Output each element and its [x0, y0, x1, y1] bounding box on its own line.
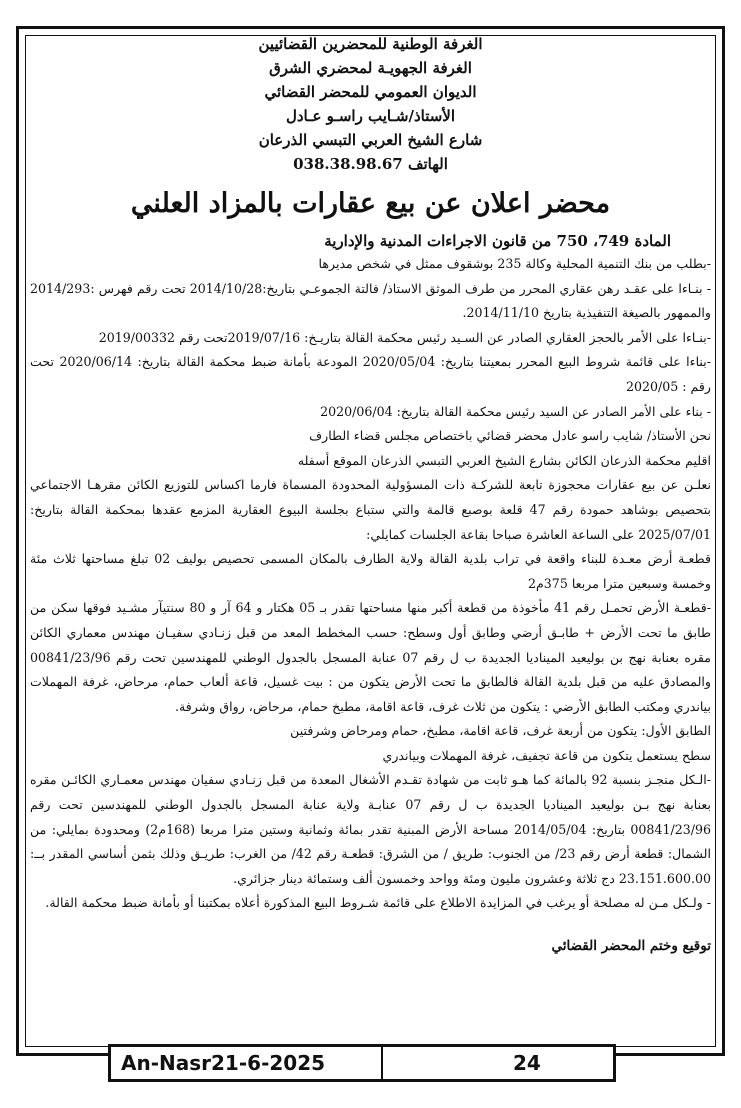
header-line-regional-chamber: الغرفة الجهويـة لمحضري الشرق: [269, 59, 472, 77]
phone-number: 038.38.98.67: [293, 155, 403, 173]
announcement-body: [30, 252, 711, 916]
page-number: 24: [513, 1051, 541, 1075]
signature-line: توقيع وختم المحضر القضائي: [551, 938, 711, 955]
paragraph-roof: سطح يستعمل يتكون من قاعة تجفيف، غرفة المهملات وبياندري: [382, 747, 711, 763]
header-line-address: شارع الشيخ العربي التبسي الذرعان: [258, 131, 483, 149]
phone-label: الهاتف: [407, 155, 448, 173]
legal-article-reference: المادة 749، 750 من قانون الاجراءات المدنية والإدارية: [324, 232, 671, 250]
announcement-title: محضر اعلان عن بيع عقارات بالمزاد العلني: [130, 188, 611, 219]
paragraph-plot-description: -قطعـة الأرض تحمـل رقم 41 مأخوذة من قطعة أكبر منها مساحتها تقدر بـ 05 هكتار و 64 آر و 80 سنتيآر مشـيد فوقها سكن من طابق ما تحت الأرض + طابـق أرضي وطابق أول وسطح: حسب المخطط المعد من قبل زنـادي سفيـان مهندس معماري الكائن مقره بعنابة نهج بن بوليعيد الميناديا الجديدة ب ل رقم 07 عنابة المسجل بالجدول الوطني للمهندسين تحت رقم 00841/23/96 والمصادق عليه من قبل بلدية القالة فالطابق ما تحت الأرض يتكون من : بيت غسيل، قاعة ألعاب حمام، مرحاض، غرفة المهملات بياندري ومكتب الطابق الأرضي : يتكون من ثلاث غرف، قاعة اقامة، مطبخ حمام، مرحاض، رواق وشرفة.: [30, 600, 711, 714]
office-header: [30, 32, 711, 176]
paragraph-requester: -بطلب من بنك التنمية المحلية وكالة 235 بوشقوف ممثل في شخص مديرها: [318, 256, 711, 271]
paragraph-land-plot: قطعـة أرض معـدة للبناء واقعة في تراب بلدية القالة ولاية الطارف بالمكان المسمى تحصيص بوليف 02 تبلغ مساحتها ثلاث مئة وخمسة وسبعين مترا مربعا 375م2: [30, 551, 711, 591]
header-phone: [30, 152, 711, 176]
paragraph-seizure-order: -بنـاءا على الأمر بالحجز العقاري الصادر عن السـيد رئيس محكمة القالة بتاريـخ: 2019/07/16تحت رقم 2019/00332: [98, 329, 711, 345]
publication-date: An-Nasr21-6-2025: [121, 1051, 326, 1075]
paragraph-mortgage-deed: - بنـاءا على عقـد رهن عقاري المحرر من طرف الموثق الاستاذ/ فالتة الجموعـي بتاريخ:2014/10/28 تحت رقم فهرس :2014/293 والممهور بالصيغة التنفيذية بتاريخ 2014/11/10.: [30, 280, 711, 321]
paragraph-sale-notice: نعلـن عن بيع عقارات محجوزة تابعة للشركـة ذات المسؤولية المحدودة المسماة فارما اكساس للتوزيع الكائن مقرهـا الاجتماعي بتحصيص بوشاهد حمودة رقم 47 قلعة بوصبع قالمة والتي ستباع بجلسة البيوع العقارية المزمع عقدها بمحكمة القالة بتاريخ: 2025/07/01 على الساعة العاشرة صباحا بقاعة الجلسات كمايلي:: [30, 477, 711, 542]
paragraph-completion-and-price: -الـكل منجـز بنسبة 92 بالمائة كما هـو ثابت من شهادة تقـدم الأشغال المعدة من قبل زنـادي سفيان مهندس معمـاري الكائـن مقره بعنابة نهج بـن بوليعيد الميناديا الجديدة ب ل رقم 07 عنابـة ولاية عنابة المسجل بالجدول الوطني للمهندسين تحت رقم 00841/23/96 بتاريخ: 2014/05/04 مساحة الأرض المبنية تقدر بمائة وثمانية وستين مترا مربعا (168م2) ومحدودة بمايلي: من الشمال: قطعة أرض رقم 23/ من الجنوب: طريق / من الشرق: قطعـة رقم 42/ من الغرب: طريـق وذلك بثمن أساسي المقدر بــ: 23.151.600.00 دج ثلاثة وعشرون مليون ومئة وواحد وخمسون ألف وستمائة دينار جزائري.: [30, 772, 712, 886]
footer-divider: [381, 1047, 383, 1079]
paragraph-first-floor: الطابق الأول: يتكون من أربعة غرف، قاعة اقامة، مطبخ، حمام ومرحاض وشرفتين: [290, 723, 711, 739]
paragraph-inspection-notice: - ولـكل مـن له مصلحة أو يرغب في المزايدة الاطلاع على قائمة شـروط البيع المذكورة أعلاه بمكتبنا أو بأمانة ضبط محكمة القالة.: [45, 895, 711, 911]
header-line-public-office: الديوان العمومي للمحضر القضائي: [264, 83, 477, 101]
header-line-national-chamber: الغرفة الوطنية للمحضرين القضائيين: [258, 35, 483, 53]
paragraph-court-order: - بناء على الأمر الصادر عن السيد رئيس محكمة القالة بتاريخ: 2020/06/04: [320, 403, 711, 419]
paragraph-sale-conditions: -بناءا على قائمة شروط البيع المحرر بمعيتنا بتاريخ: 2020/05/04 المودعة بأمانة ضبط محكمة القالة بتاريخ: 2020/06/14 تحت رقم : 2020/05: [30, 354, 711, 394]
page-footer: [108, 1044, 616, 1082]
announcement-content: [30, 32, 711, 954]
paragraph-bailiff-identity: نحن الأستاذ/ شايب راسو عادل محضر قضائي باختصاص مجلس قضاء الطارف: [309, 428, 711, 444]
paragraph-bailiff-address: اقليم محكمة الذرعان الكائن بشارع الشيخ العربي التبسي الذرعان الموقع أسفله: [297, 452, 711, 468]
header-line-bailiff-name: الأستاذ/شـايب راسـو عـادل: [285, 107, 456, 125]
